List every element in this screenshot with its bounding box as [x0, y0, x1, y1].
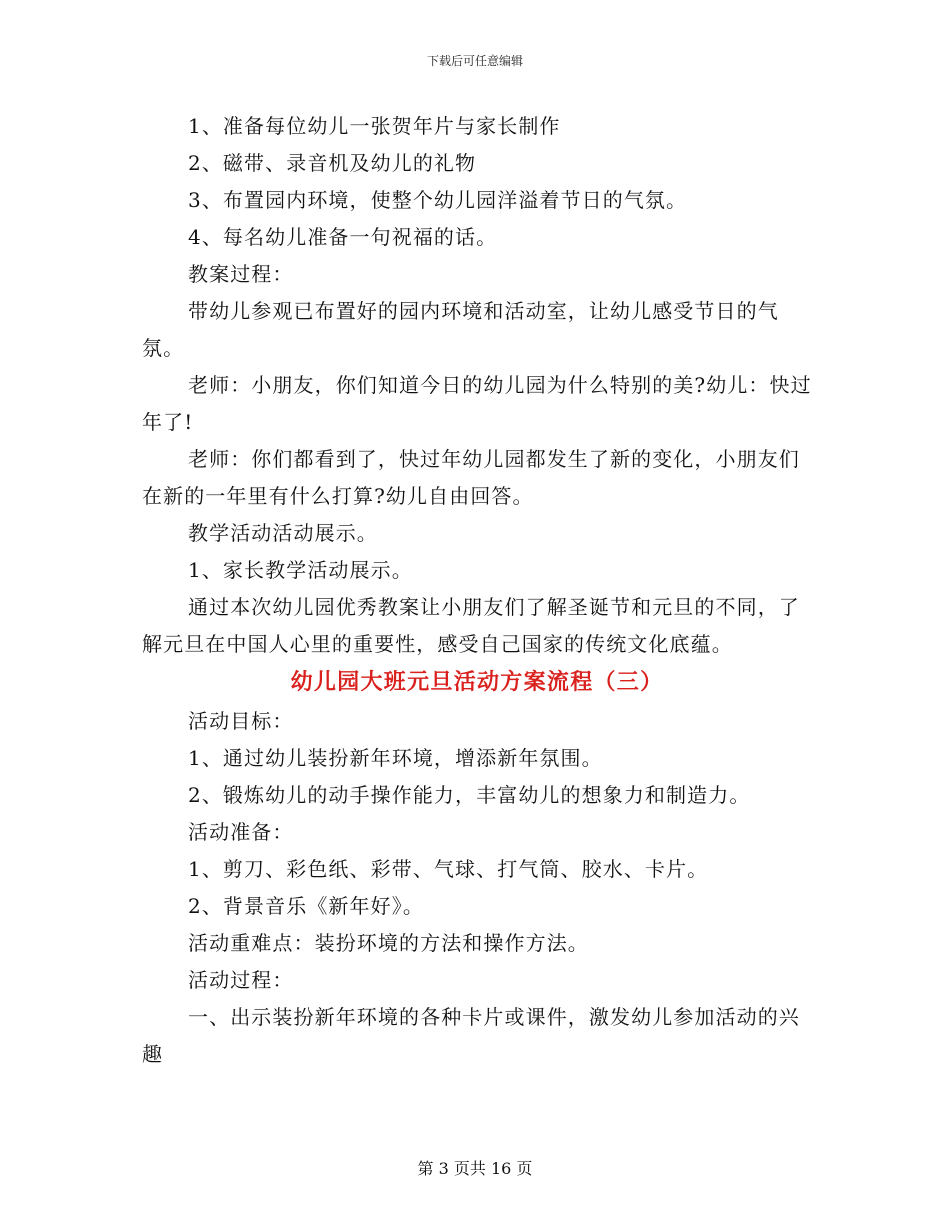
paragraph: 1、通过幼儿装扮新年环境，增添新年氛围。 — [188, 746, 603, 770]
paragraph: 活动重难点：装扮环境的方法和操作方法。 — [188, 931, 589, 955]
paragraph: 活动准备： — [188, 820, 294, 844]
paragraph: 教案过程： — [188, 262, 294, 286]
paragraph: 通过本次幼儿园优秀教案让小朋友们了解圣诞节和元旦的不同，了解元旦在中国人心里的重要性，感受自己国家的传统文化底蕴。 — [142, 595, 800, 656]
paragraph: 老师：你们都看到了，快过年幼儿园都发生了新的变化，小朋友们在新的一年里有什么打算?幼儿自由回答。 — [142, 447, 800, 508]
section-title: 幼儿园大班元旦活动方案流程（三） — [290, 670, 664, 695]
paragraph: 2、背景音乐《新年好》。 — [188, 894, 424, 918]
document-body — [142, 108, 812, 1073]
paragraph: 活动目标： — [188, 709, 294, 733]
paragraph: 活动过程： — [188, 968, 294, 992]
paragraph: 1、家长教学活动展示。 — [188, 558, 413, 582]
paragraph: 1、剪刀、彩色纸、彩带、气球、打气筒、胶水、卡片。 — [188, 857, 709, 881]
paragraph: 2、锻炼幼儿的动手操作能力，丰富幼儿的想象力和制造力。 — [188, 783, 751, 807]
paragraph: 带幼儿参观已布置好的园内环境和活动室，让幼儿感受节日的气氛。 — [142, 299, 779, 360]
paragraph: 2、磁带、录音机及幼儿的礼物 — [188, 151, 477, 175]
paragraph: 教学活动活动展示。 — [188, 521, 378, 545]
paragraph: 3、布置园内环境，使整个幼儿园洋溢着节日的气氛。 — [188, 188, 688, 212]
paragraph: 老师：小朋友，你们知道今日的幼儿园为什么特别的美?幼儿：快过年了! — [142, 373, 812, 434]
paragraph: 4、每名幼儿准备一句祝福的话。 — [188, 225, 498, 249]
paragraph: 1、准备每位幼儿一张贺年片与家长制作 — [188, 114, 561, 138]
header-note: 下载后可任意编辑 — [426, 54, 523, 68]
paragraph: 一、出示装扮新年环境的各种卡片或课件，激发幼儿参加活动的兴趣 — [142, 1005, 800, 1066]
page-number: 第 3 页共 16 页 — [417, 1159, 533, 1178]
